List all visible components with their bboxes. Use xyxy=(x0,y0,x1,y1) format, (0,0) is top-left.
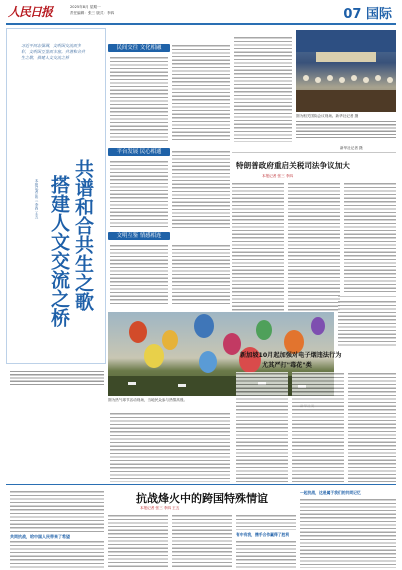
text-block-b1 xyxy=(110,160,168,228)
section-pill-3: 文明互鉴 情感相连 xyxy=(108,232,170,240)
issue-line: 责任编辑：张三 版式：李四 xyxy=(70,11,115,15)
text-block-r4 xyxy=(338,300,396,346)
left-lower-text xyxy=(10,370,104,386)
bottom-subhead-2: 有中有我，携手合作赢得了胜利 xyxy=(236,532,290,537)
bottom-text-col-1 xyxy=(108,514,168,568)
bottom-subhead-3: 一起抗战，这是属于我们的共同记忆 xyxy=(300,490,361,495)
bottom-section-rule xyxy=(6,484,396,485)
text-block-a3 xyxy=(234,36,292,142)
text-block-b2 xyxy=(172,150,230,228)
section-pill-2: 平台发展 民心相通 xyxy=(108,148,170,156)
text-block-a2 xyxy=(172,44,230,142)
newspaper-logo: 人民日报 xyxy=(8,5,53,19)
bottom-article-headline: 抗战烽火中的跨国特殊情谊 xyxy=(136,492,268,505)
right-article2-headline-line1: 新加坡10月起加强对电子烟违法行为 xyxy=(240,352,342,359)
left-byline: 本报记者 张三 李四 王五 xyxy=(35,179,39,219)
text-block-r2 xyxy=(288,182,340,312)
bottom-text-col-3b xyxy=(236,540,296,568)
conference-illustration-icon xyxy=(296,30,396,112)
top-photo-credit: 新华社记者 摄 xyxy=(340,146,363,150)
bottom-subhead-1: 共同抗战，给中国人民带来了希望 xyxy=(10,534,70,539)
page-label: 07 国际 xyxy=(343,7,392,22)
text-block-r1 xyxy=(232,182,284,312)
text-block-c1 xyxy=(110,244,168,306)
top-right-caption-lines xyxy=(296,120,396,138)
text-block-r6 xyxy=(292,372,344,482)
bottom-article-byline: 本报记者 张三 李四 王五 xyxy=(140,506,180,510)
conference-photo xyxy=(296,30,396,112)
section-pill-1: 民间交往 文化相融 xyxy=(108,44,170,52)
bottom-left-text-2 xyxy=(10,540,104,568)
right-article-byline: 本报记者 张三 李四 xyxy=(262,174,294,178)
left-intro-text: 习近平同志强调，文明因交流而多彩，文明因互鉴而丰富。共谱和合共生之歌，搭建人文交流之桥 xyxy=(21,43,85,60)
headline-column-2: 搭建人文交流之桥 xyxy=(48,175,70,327)
text-block-c3 xyxy=(110,412,230,482)
bottom-text-col-3 xyxy=(236,514,296,530)
mid-photo-caption: 图为热气球节活动现场，当地民众参与热情高涨。 xyxy=(108,398,188,402)
text-block-r3 xyxy=(344,182,396,292)
masthead-rule xyxy=(6,23,396,25)
top-photo-caption: 图为相关国际会议现场。新华社记者 摄 xyxy=(296,114,359,118)
right-article2-headline-line2: 尤其严打"毒花"类 xyxy=(262,362,312,369)
right-article-headline: 特朗普政府重启关税司法争议加大 xyxy=(236,161,350,170)
date-line: 2025年8月 星期一 xyxy=(70,5,101,9)
headline-column-1: 共谱和合共生之歌 xyxy=(72,159,94,311)
divider-right-2 xyxy=(338,296,396,297)
text-block-r7 xyxy=(348,372,396,482)
bottom-text-col-4 xyxy=(300,498,396,568)
masthead xyxy=(0,0,402,24)
bottom-text-col-2 xyxy=(172,514,232,568)
left-feature-box xyxy=(6,28,106,364)
text-block-r5 xyxy=(236,372,288,482)
text-block-c2 xyxy=(172,244,230,306)
bottom-left-text-1 xyxy=(10,490,104,532)
divider-right-1 xyxy=(232,152,396,153)
text-block-a1 xyxy=(110,56,168,142)
